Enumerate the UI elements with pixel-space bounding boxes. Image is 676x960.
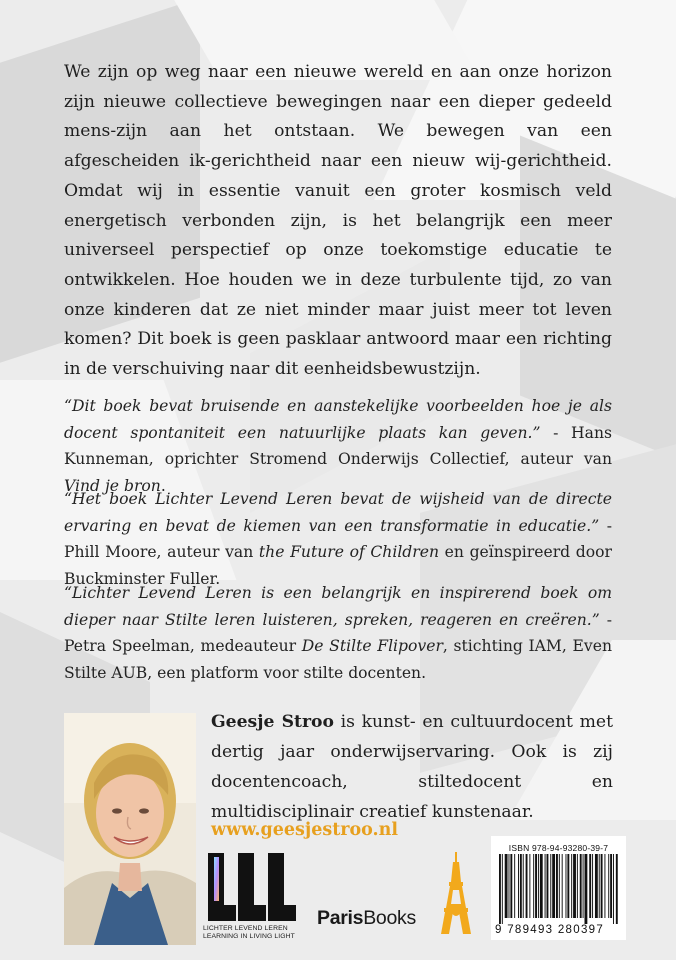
isbn-barcode (491, 836, 626, 940)
publisher-name (317, 907, 416, 930)
barcode-bar (610, 854, 612, 918)
barcode-bar (583, 854, 584, 918)
barcode-bar (573, 854, 576, 918)
barcode-bar (556, 854, 558, 918)
quote-work-title: the Future of Children (258, 543, 440, 561)
endorsement-quote (64, 580, 612, 686)
barcode-bar (599, 854, 600, 918)
barcode-bar (510, 854, 512, 918)
barcode-bar (601, 854, 603, 918)
barcode-bar (577, 854, 578, 918)
barcode-bar (585, 854, 588, 924)
author-name: Geesje Stroo (211, 712, 334, 732)
barcode-bar (589, 854, 591, 918)
publisher-logo (317, 852, 485, 934)
barcode-bar (526, 854, 528, 918)
barcode-bar (545, 854, 546, 918)
author-portrait-illustration (64, 713, 196, 945)
author-bio (211, 707, 613, 827)
quote-text: “Het boek Lichter Levend Leren bevat de wijsheid van de directe ervaring en bevat de kiemen van een transformatie in educatie.” (64, 490, 612, 535)
author-bio-text: is kunst- en cultuurdocent met dertig jaar onderwijservaring. Ook is zij docentencoach, stiltedocent en multidisciplinair creatief kunstenaar. (211, 712, 614, 822)
quote-end: . (160, 476, 166, 495)
barcode-bar (540, 854, 543, 918)
barcode-bar (520, 854, 522, 918)
barcode-bar (514, 854, 515, 918)
quote-text: “Dit boek bevat bruisende en aanstekelijke voorbeelden hoe je als docent spontaniteit een natuurlijke plaats kan geven.” (64, 397, 612, 442)
author-photo (64, 713, 196, 945)
barcode-bar (552, 854, 555, 918)
logo-caption-line1: LICHTER LEVEND LEREN (203, 925, 288, 932)
barcode-bar (559, 854, 560, 918)
author-website-link[interactable]: www.geesjestroo.nl (211, 820, 399, 840)
lll-logo-mark (206, 851, 298, 923)
barcode-bar (550, 854, 551, 918)
lichter-levend-leren-logo (203, 851, 301, 941)
barcode-bar (505, 854, 508, 918)
publisher-name-regular: Books (363, 907, 416, 929)
barcode-bar (518, 854, 519, 918)
barcode-bar (547, 854, 549, 918)
barcode-bar (592, 854, 593, 918)
barcode-bar (499, 854, 501, 924)
barcode-bar (566, 854, 567, 918)
quote-attribution: - Petra Speelman, medeauteur (64, 610, 612, 655)
barcode-bar (523, 854, 524, 918)
barcode-bar (608, 854, 609, 918)
barcode-bar (538, 854, 539, 918)
barcode-bar (616, 854, 618, 924)
quote-work-title: Vind je bron (64, 476, 161, 495)
quote-end: , stichting IAM, Even Stilte AUB, een platform voor stilte docenten. (64, 637, 612, 682)
back-cover-blurb (64, 58, 612, 385)
barcode-bar (595, 854, 598, 918)
isbn-label: ISBN 978-94-93280-39-7 (508, 843, 609, 853)
blurb-paragraph: We zijn op weg naar een nieuwe wereld en aan onze horizon zijn nieuwe collectieve bewegingen naar een dieper gedeeld mens-zijn aan het ontstaan. We bewegen van een afgescheiden ik-gerichtheid naar een nieuw wij-gerichtheid. Omdat wij in essentie vanuit een groter kosmisch veld energetisch verbonden zijn, is het belangrijk een meer universeel perspectief op onze toekomstige educatie te ontwikkelen. Hoe houden we in deze turbulente tijd, zo van onze kinderen dat ze niet minder maar juist meer tot leven komen? Dit boek is geen pasklaar antwoord maar een richting in de verschuiving naar dit eenheidsbewustzijn. (64, 62, 612, 380)
quote-attribution: - Phill Moore, auteur van (64, 516, 612, 561)
barcode-bar (613, 854, 614, 924)
barcode-bar (567, 854, 569, 918)
quote-work-title: De Stilte Flipover (301, 637, 443, 655)
barcode-bars (497, 854, 620, 924)
quote-attribution: - Hans Kunneman, oprichter Stromend Onderwijs Collectief, auteur van (64, 423, 612, 468)
barcode-bar (529, 854, 530, 918)
endorsement-quote (64, 393, 612, 499)
endorsement-quote (64, 486, 612, 592)
barcode-bar (535, 854, 537, 918)
quote-end: en geïnspireerd door Buckminster Fuller. (64, 543, 612, 588)
barcode-bar (604, 854, 605, 918)
quote-text: “Lichter Levend Leren is een belangrijk en inspirerend boek om dieper naar Stilte leren luisteren, spreken, reageren en creëren.” (64, 584, 612, 629)
barcode-bar (562, 854, 563, 918)
logo-caption-line2: LEARNING IN LIVING LIGHT (203, 933, 295, 940)
publisher-name-bold: Paris (317, 907, 364, 929)
eiffel-tower-icon (441, 852, 471, 934)
barcode-digits: 9 789493 280397 (495, 924, 605, 936)
barcode-bar (580, 854, 582, 918)
barcode-bar (509, 854, 510, 918)
barcode-bar (533, 854, 534, 918)
barcode-bar (571, 854, 572, 918)
barcode-bar (502, 854, 503, 924)
